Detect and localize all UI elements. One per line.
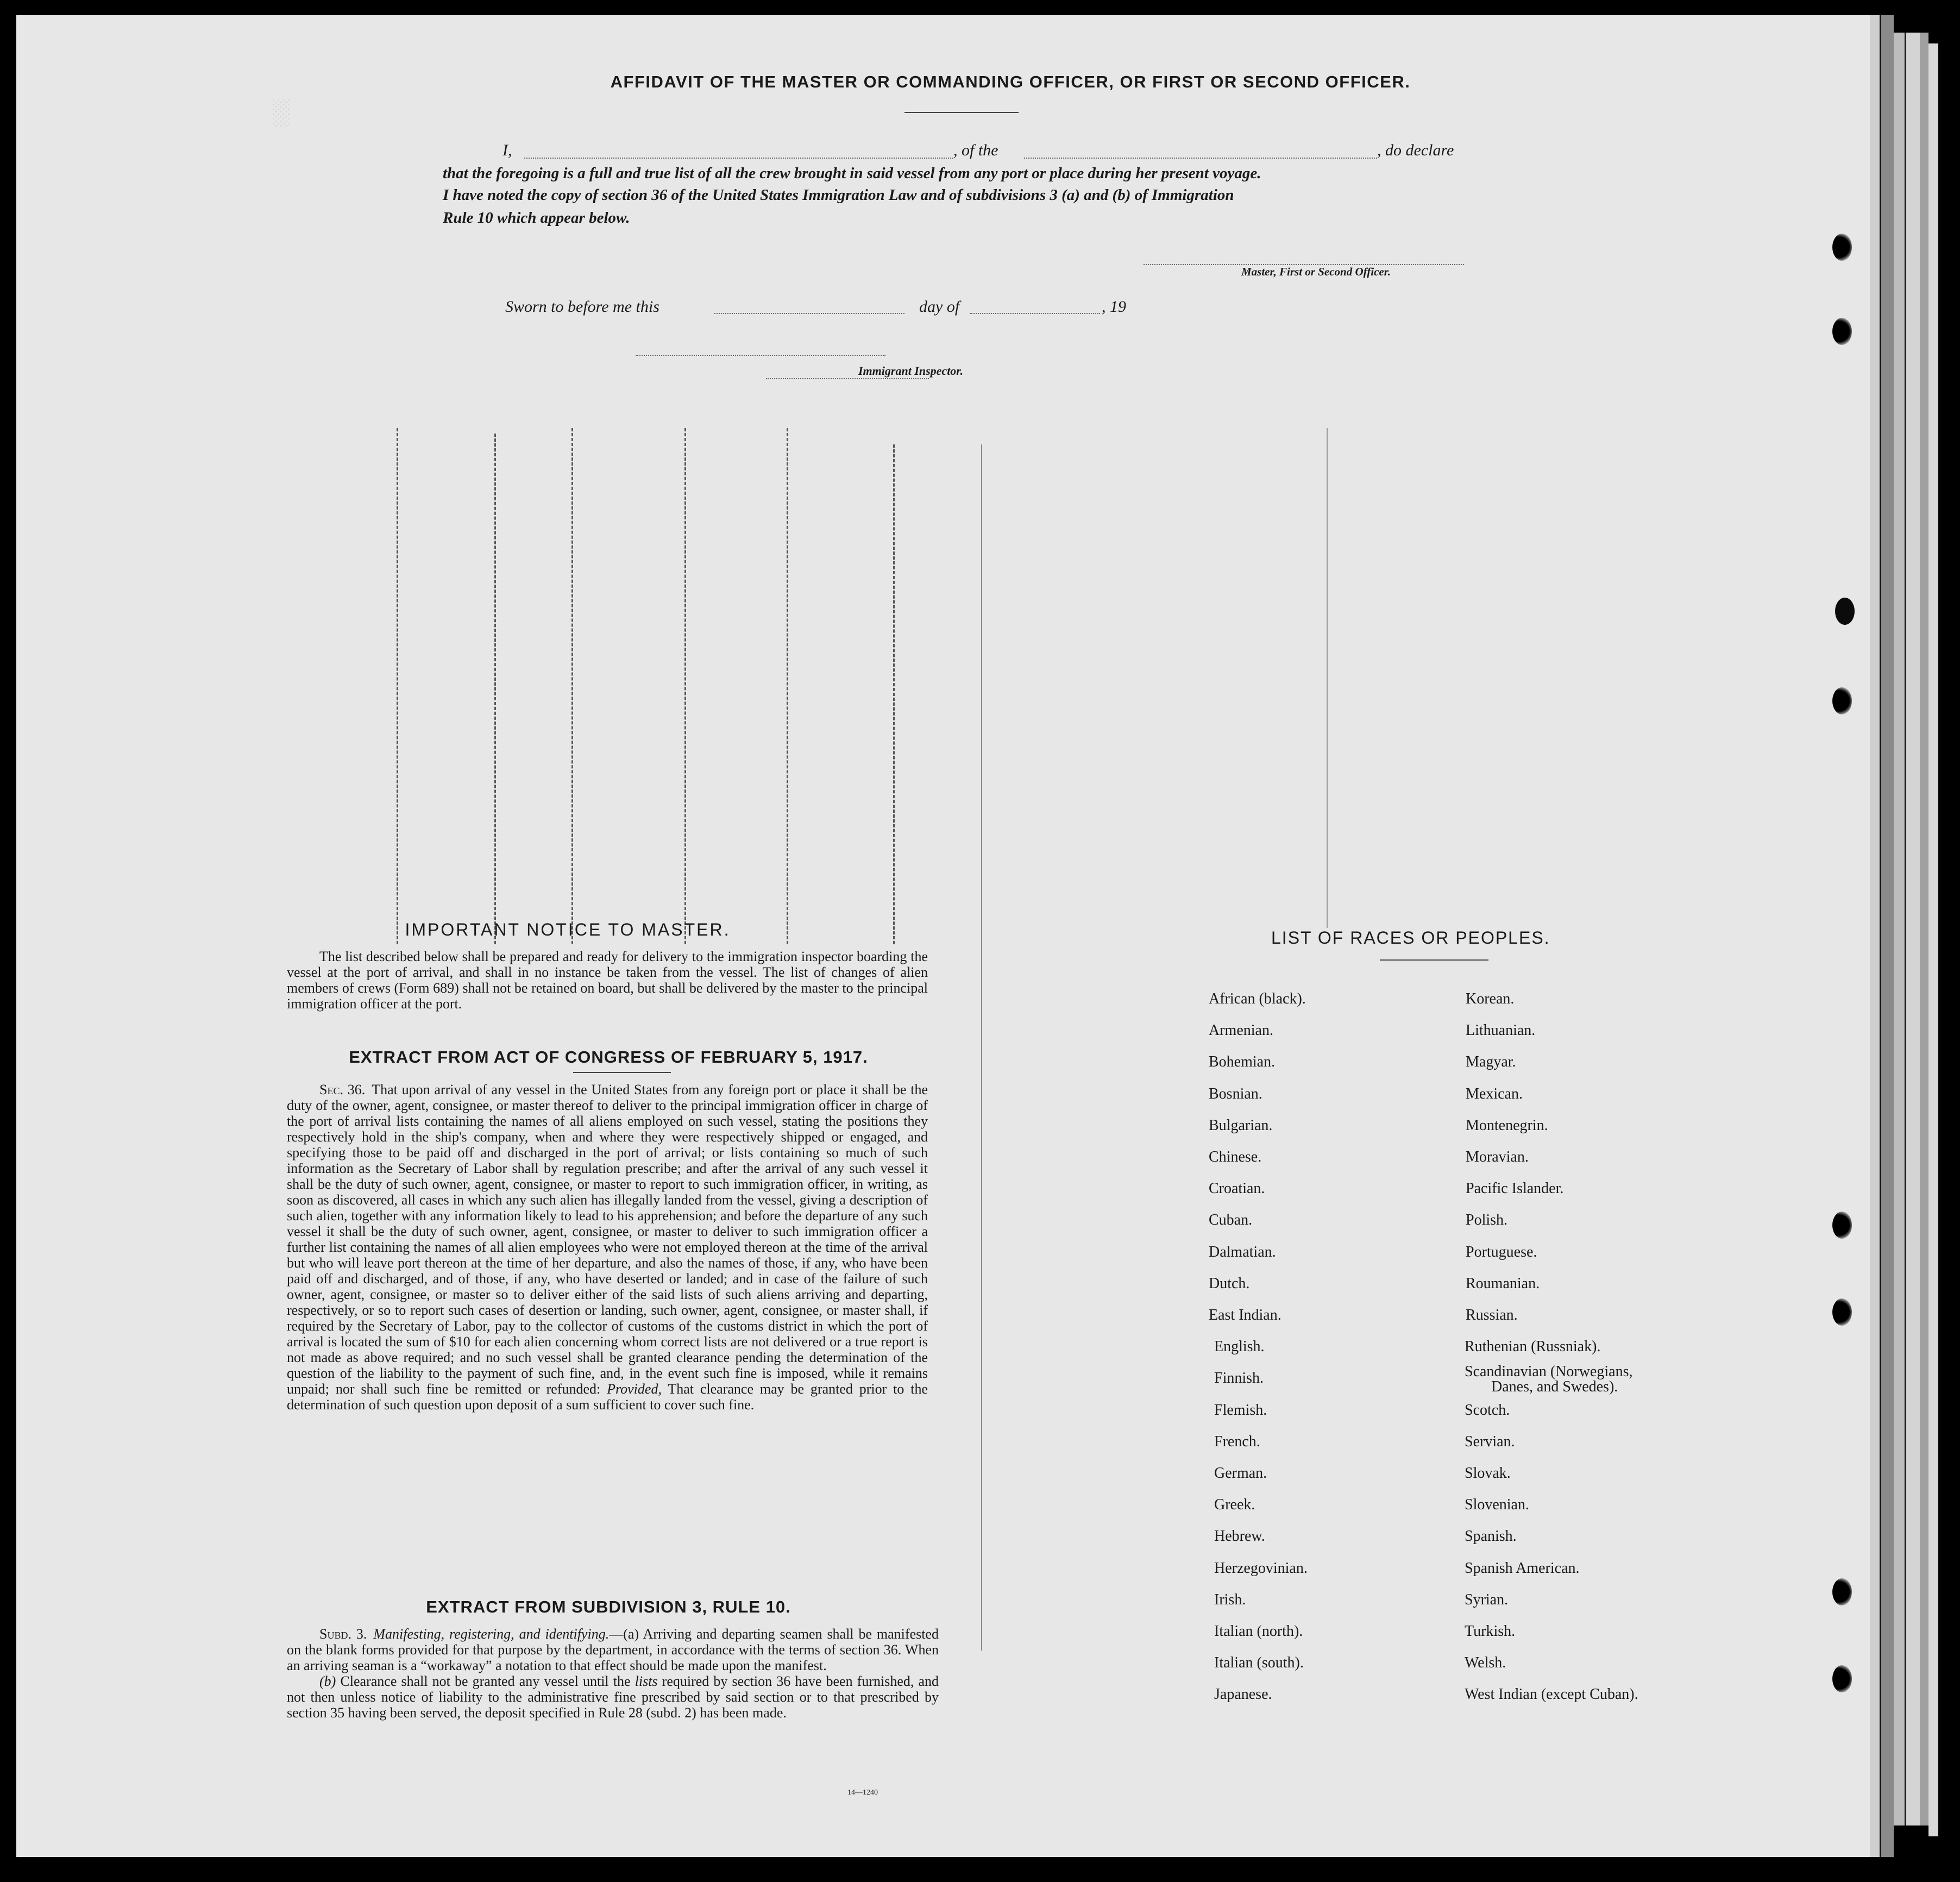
race-item-right: Magyar. bbox=[1466, 1053, 1516, 1071]
race-item-left: Dutch. bbox=[1209, 1275, 1250, 1292]
sworn-day-field[interactable] bbox=[714, 313, 904, 314]
race-item-left: Italian (south). bbox=[1214, 1654, 1304, 1672]
race-item-right: Moravian. bbox=[1466, 1149, 1529, 1165]
sworn-month-field[interactable] bbox=[970, 313, 1100, 314]
extract-act-body: That upon arrival of any vessel in the United States from any foreign port or place it shall be the duty of the owner, agent, consignee, or master thereof to deliver to the principal immigration officer in charge of the port of arrival lists containing the names of all aliens employed on such vessel, stating the positions they respectively hold in the ship's company, when and where they were respectively shipped or engaged, and specifying those to be paid off and discharged in the port of arrival; or lists containing so much of such information as the Secretary of Labor shall by regulation prescribe; and after the arrival of any such vessel it shall be the duty of such owner, agent, consignee, or master to report to such immigration officer, in writing, as soon as discovered, all cases in which any such alien has illegally landed from the vessel, giving a description of such alien, together with any information likely to lead to his apprehension; and before the departure of any such vessel it shall be the duty of such owner, agent, consignee, or master to deliver to such immigration officer a further list containing the names of all alien employees who were not employed thereon at the time of the arrival but who will leave port thereon at the time of her departure, and also the names of those, if any, who have been paid off and discharged, and of those, if any, who have deserted or landed; and in case of the failure of such owner, agent, consignee, or master so to deliver either of the said lists of such aliens arriving and departing, respectively, or so to report such cases of desertion or landing, such owner, agent, consignee, or master shall, if required by the Secretary of Labor, pay to the collector of customs of the customs district in which the port of arrival is located the sum of $10 for each alien concerning whom correct lists are not delivered or a true report is not made as above required; and no such vessel shall be granted clearance pending the determination of the question of the liability to the payment of such fine, and, in the event such fine is imposed, while it remains unpaid; nor shall such fine be remitted or refunded: bbox=[287, 1082, 928, 1397]
column-line bbox=[494, 434, 496, 944]
punch-hole bbox=[1832, 318, 1852, 345]
para-b-label: (b) bbox=[319, 1673, 336, 1689]
document-page bbox=[16, 15, 1880, 1857]
race-item-right: Welsh. bbox=[1465, 1654, 1506, 1672]
punch-hole bbox=[1832, 1298, 1852, 1326]
race-item-left: Irish. bbox=[1214, 1591, 1246, 1608]
races-title: LIST OF RACES OR PEOPLES. bbox=[1271, 928, 1550, 948]
inspector-underline bbox=[766, 378, 929, 379]
race-item-left: Croatian. bbox=[1209, 1180, 1265, 1197]
race-item-right: Portuguese. bbox=[1466, 1243, 1537, 1260]
inspector-label: Immigrant Inspector. bbox=[858, 364, 964, 378]
race-item-right: Scotch. bbox=[1465, 1401, 1510, 1419]
punch-hole bbox=[1832, 234, 1852, 261]
race-item-left: French. bbox=[1214, 1433, 1260, 1450]
extract-rule-block bbox=[287, 1626, 939, 1721]
name-field[interactable] bbox=[524, 158, 953, 159]
race-item-right: Lithuanian. bbox=[1466, 1022, 1536, 1039]
binding-strip-5 bbox=[1928, 43, 1938, 1836]
race-item-right: Slovak. bbox=[1465, 1465, 1511, 1482]
column-line bbox=[397, 428, 398, 944]
race-item-left: Italian (north). bbox=[1214, 1623, 1303, 1640]
punch-hole bbox=[1832, 1212, 1852, 1239]
vessel-field[interactable] bbox=[1024, 158, 1377, 159]
race-item-left: Chinese. bbox=[1209, 1149, 1262, 1165]
race-item-left: Hebrew. bbox=[1214, 1528, 1265, 1545]
extract-act-tail: That clearance may be granted prior to the determination of such question upon deposit of a sum sufficient to cover such fine. bbox=[287, 1381, 928, 1413]
subd-heading: Manifesting, registering, and identifying. bbox=[373, 1626, 610, 1642]
year-label: , 19 bbox=[1102, 298, 1126, 316]
race-item-right-cont: Danes, and Swedes). bbox=[1491, 1378, 1618, 1396]
column-line bbox=[981, 444, 982, 1651]
column-line bbox=[787, 428, 788, 944]
race-item-left: Greek. bbox=[1214, 1496, 1255, 1514]
race-item-right: Servian. bbox=[1465, 1433, 1515, 1450]
binding-strip-4 bbox=[1920, 33, 1928, 1825]
extract-act-block bbox=[287, 1082, 928, 1413]
race-item-right: Syrian. bbox=[1465, 1591, 1509, 1608]
punch-hole bbox=[1832, 687, 1852, 714]
affidavit-i: I, bbox=[502, 141, 512, 159]
race-item-left: Dalmatian. bbox=[1209, 1243, 1276, 1260]
master-label: Master, First or Second Officer. bbox=[1241, 265, 1391, 278]
race-item-right: West Indian (except Cuban). bbox=[1465, 1686, 1638, 1703]
race-item-left: German. bbox=[1214, 1465, 1267, 1482]
race-item-left: Bohemian. bbox=[1209, 1053, 1276, 1071]
subd-label: Subd. 3. bbox=[319, 1626, 367, 1642]
column-line bbox=[571, 428, 573, 944]
binding-strip-2 bbox=[1894, 33, 1905, 1825]
scan-border bbox=[1939, 43, 1960, 1882]
race-item-right: Slovenian. bbox=[1465, 1496, 1529, 1514]
race-item-left: Finnish. bbox=[1214, 1370, 1264, 1387]
affidavit-of: , of the bbox=[953, 141, 998, 159]
race-item-right: Roumanian. bbox=[1466, 1275, 1540, 1292]
punch-hole bbox=[1835, 598, 1855, 625]
para-b-1: Clearance shall not be granted any vessel until the bbox=[340, 1673, 631, 1689]
race-item-right: Pacific Islander. bbox=[1466, 1180, 1564, 1197]
inspector-signature-field[interactable] bbox=[636, 355, 885, 356]
form-number: 14—1240 bbox=[847, 1789, 878, 1797]
column-line bbox=[684, 428, 686, 944]
race-item-left: Flemish. bbox=[1214, 1401, 1267, 1419]
race-item-left: Japanese. bbox=[1214, 1686, 1272, 1703]
notice-title: IMPORTANT NOTICE TO MASTER. bbox=[405, 920, 731, 939]
race-item-right: Turkish. bbox=[1465, 1623, 1516, 1640]
punch-hole bbox=[1832, 1665, 1852, 1692]
extract-act-title: EXTRACT FROM ACT OF CONGRESS OF FEBRUARY 5, 1917. bbox=[349, 1047, 868, 1067]
section-label: Sec. 36. bbox=[319, 1082, 366, 1097]
subd-para-a: —(a) Arriving and departing seamen shall be manifested on the blank forms provided for that purpose by the department, in accordance with the terms of section 36. When an arriving seaman is a “workaway” a notation to that effect should be made upon the manifest. bbox=[287, 1626, 939, 1673]
race-item-left: English. bbox=[1214, 1338, 1265, 1356]
affidavit-title: AFFIDAVIT OF THE MASTER OR COMMANDING OFFICER, OR FIRST OR SECOND OFFICER. bbox=[610, 72, 1411, 91]
affidavit-declare: , do declare bbox=[1377, 141, 1454, 159]
para-b-2: required by section 36 have been furnished, and not then unless notice of liability to the administrative fine prescribed by said section or to that prescribed by section 35 having been served, the deposit specified in Rule 28 (subd. 2) has been made. bbox=[287, 1673, 939, 1721]
binding-strip bbox=[1881, 15, 1894, 1857]
show-through: ░ bbox=[272, 97, 294, 126]
page-edge bbox=[1870, 15, 1880, 1857]
para-b-lists: lists bbox=[635, 1673, 658, 1689]
race-item-right: Spanish. bbox=[1465, 1528, 1517, 1545]
extract-act-underline bbox=[573, 1072, 671, 1073]
race-item-right: Mexican. bbox=[1466, 1085, 1523, 1102]
day-of-label: day of bbox=[919, 298, 960, 316]
race-item-right: Polish. bbox=[1466, 1212, 1508, 1229]
races-underline bbox=[1380, 959, 1488, 961]
race-item-left: Bosnian. bbox=[1209, 1085, 1262, 1102]
race-item-left: Bulgarian. bbox=[1209, 1116, 1273, 1134]
race-item-left: African (black). bbox=[1209, 990, 1306, 1007]
notice-body-block bbox=[287, 949, 928, 1012]
race-item-right: Montenegrin. bbox=[1466, 1116, 1548, 1134]
title-underline bbox=[904, 112, 1019, 113]
race-item-left: Herzegovinian. bbox=[1214, 1559, 1308, 1577]
affidavit-line3: I have noted the copy of section 36 of the United States Immigration Law and of subdivisions 3 (a) and (b) of Immigration bbox=[443, 186, 1234, 204]
race-item-right: Spanish American. bbox=[1465, 1559, 1580, 1577]
affidavit-line2: that the foregoing is a full and true list of all the crew brought in said vessel from any port or place during her present voyage. bbox=[443, 165, 1261, 182]
sworn-label: Sworn to before me this bbox=[505, 298, 659, 316]
affidavit-line4: Rule 10 which appear below. bbox=[443, 209, 630, 227]
race-item-left: Cuban. bbox=[1209, 1212, 1253, 1229]
race-item-right: Ruthenian (Russniak). bbox=[1465, 1338, 1601, 1356]
race-item-left: East Indian. bbox=[1209, 1307, 1281, 1323]
race-item-right: Korean. bbox=[1466, 990, 1515, 1007]
notice-body: The list described below shall be prepared and ready for delivery to the immigration inspector boarding the vessel at the port of arrival, and shall in no instance be taken from the vessel. The list of changes of alien members of crews (Form 689) shall not be retained on board, but shall be delivered by the master to the principal immigration officer at the port. bbox=[287, 949, 928, 1012]
punch-hole bbox=[1832, 1578, 1852, 1605]
binding-strip-3 bbox=[1906, 33, 1920, 1825]
race-item-left: Armenian. bbox=[1209, 1022, 1273, 1039]
extract-rule-title: EXTRACT FROM SUBDIVISION 3, RULE 10. bbox=[426, 1597, 791, 1616]
column-line bbox=[1327, 428, 1328, 928]
race-item-right: Scandinavian (Norwegians, bbox=[1465, 1363, 1633, 1381]
column-line bbox=[893, 444, 895, 944]
provided-word: Provided, bbox=[607, 1381, 662, 1397]
race-item-right: Russian. bbox=[1466, 1307, 1518, 1323]
